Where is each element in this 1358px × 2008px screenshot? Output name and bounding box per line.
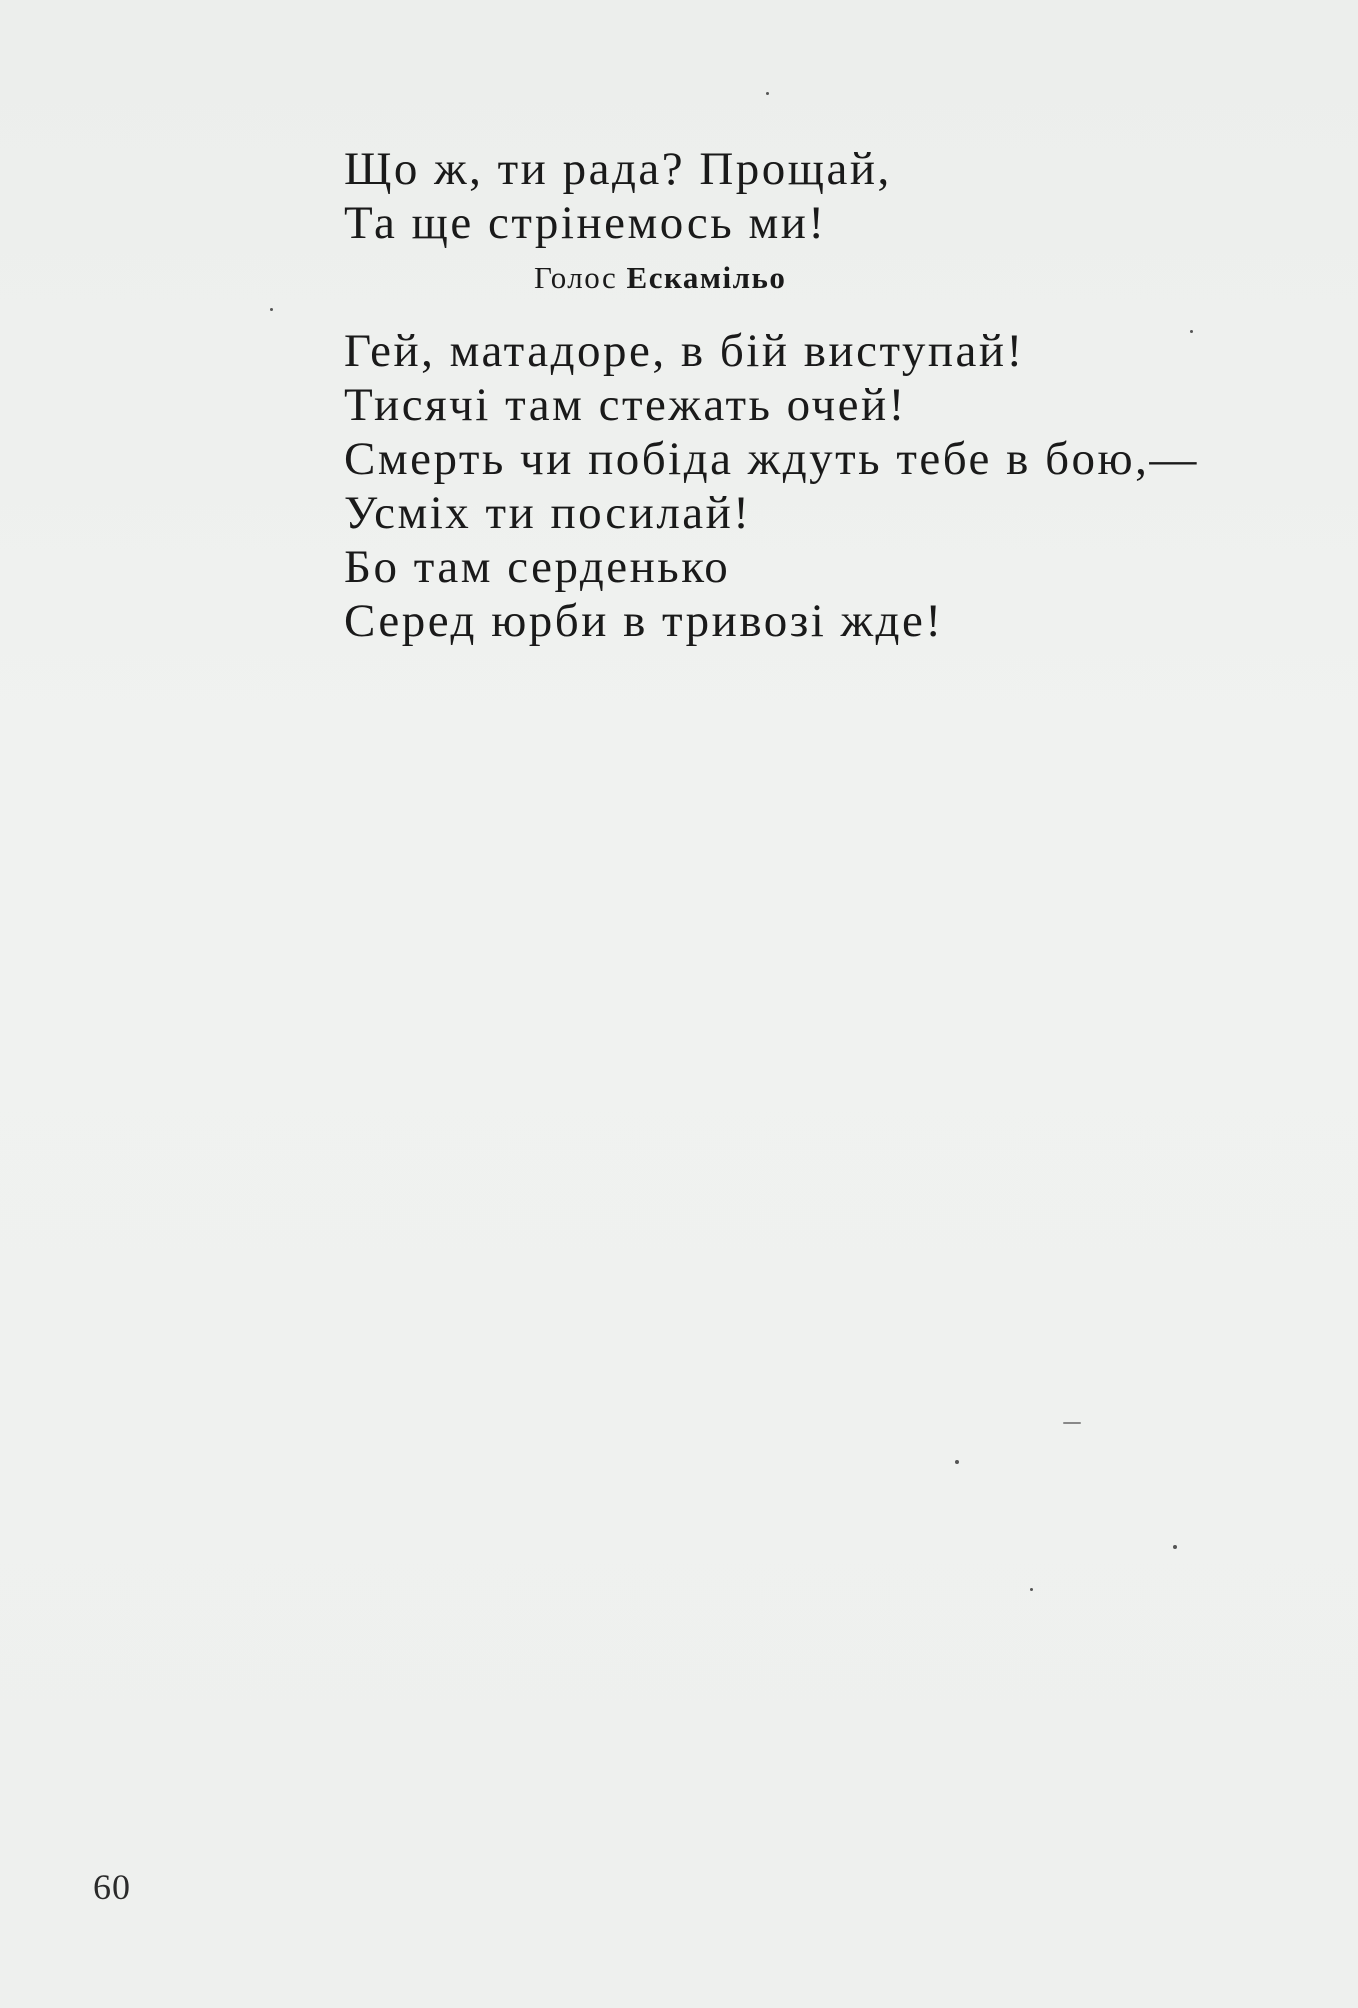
speaker-name: Ескамільо <box>626 260 787 295</box>
verse-line: Гей, матадоре, в бій виступай! <box>344 325 1025 377</box>
verse-line: Усміх ти посилай! <box>344 487 752 539</box>
print-speck <box>1030 1588 1033 1591</box>
verse-line: Серед юрби в тривозі жде! <box>344 595 944 647</box>
print-speck <box>955 1460 959 1464</box>
verse-line: Та ще стрінемось ми! <box>344 197 827 249</box>
print-speck <box>1063 1422 1081 1424</box>
page-number: 60 <box>93 1867 131 1907</box>
verse-line: Що ж, ти рада? Прощай, <box>344 143 892 195</box>
verse-line: Тисячі там стежать очей! <box>344 379 907 431</box>
print-speck <box>766 92 769 95</box>
print-speck <box>270 308 273 311</box>
print-speck <box>1190 330 1193 333</box>
speaker-prefix: Голос <box>534 260 618 295</box>
print-speck <box>1173 1545 1177 1549</box>
verse-stanza-escamillo <box>344 324 1199 648</box>
verse-stanza-carmen <box>344 142 892 250</box>
verse-line: Бо там серденько <box>344 541 731 593</box>
speaker-heading <box>534 260 786 296</box>
verse-line: Смерть чи побіда ждуть тебе в бою,— <box>344 433 1199 485</box>
